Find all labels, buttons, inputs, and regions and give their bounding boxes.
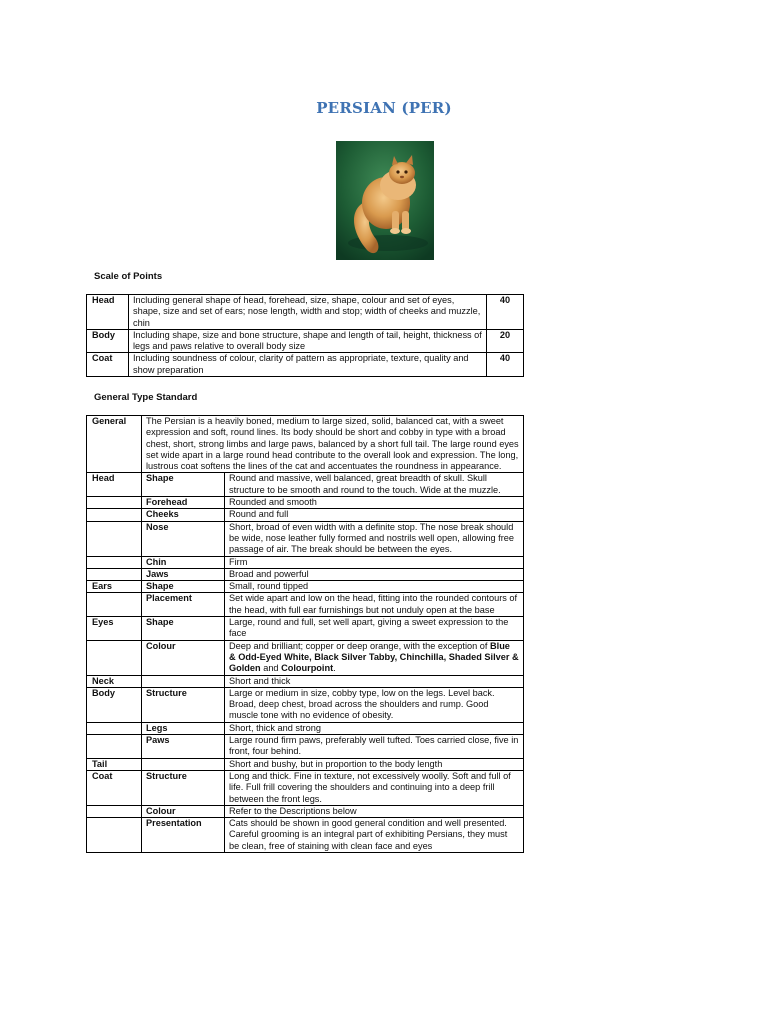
category-cell [87,497,142,509]
table-row [87,295,524,330]
table-row [87,556,524,568]
feature-cell: Shape [142,581,225,593]
description-cell: Broad and powerful [225,568,524,580]
table-row [87,735,524,759]
table-row [87,593,524,617]
table-row [87,568,524,580]
description-cell: Short and thick [225,675,524,687]
eye-colour-text: Deep and brilliant; copper or deep orange, with the exception of [229,640,490,651]
points-cell: 40 [487,295,524,330]
table-row [87,353,524,377]
description-cell: Large, round and full, set well apart, giving a sweet expression to the face [225,617,524,641]
category-cell: Head [87,473,142,497]
category-cell: Body [87,687,142,722]
description-cell: Cats should be shown in good general condition and well presented. Careful grooming is an integral part of exhibiting Persians, they must be clean, free of staining with clean face and eyes [225,818,524,853]
feature-cell: Structure [142,770,225,805]
table-row [87,329,524,353]
points-cell: 40 [487,353,524,377]
general-type-standard-table [86,415,524,853]
feature-cell [142,758,225,770]
description-cell [225,640,524,675]
description-cell: Large or medium in size, cobby type, low on the legs. Level back. Broad, deep chest, broad across the shoulders and rump. Good muscle tone with no evidence of obesity. [225,687,524,722]
general-type-standard-heading: General Type Standard [94,392,198,403]
feature-cell: Cheeks [142,509,225,521]
feature-cell: Nose [142,521,225,556]
eye-colour-text: and [260,663,282,674]
feature-cell: Colour [142,640,225,675]
description-cell: Including soundness of colour, clarity of pattern as appropriate, texture, quality and show preparation [129,353,487,377]
scale-of-points-table [86,294,524,377]
category-cell: Ears [87,581,142,593]
feature-cell: Paws [142,735,225,759]
category-cell: Neck [87,675,142,687]
table-row [87,473,524,497]
feature-cell: Chin [142,556,225,568]
table-row [87,509,524,521]
page-title: PERSIAN (PER) [316,99,452,117]
eye-colour-text: Blue & Odd-Eyed White, Black Silver Tabby, Chinchilla, Shaded Silver & Golden [229,640,519,674]
table-row [87,416,524,473]
feature-cell: Placement [142,593,225,617]
category-cell [87,509,142,521]
part-cell: Body [87,329,129,353]
feature-cell [142,675,225,687]
feature-cell: Colour [142,805,225,817]
description-cell: Large round firm paws, preferably well tufted. Toes carried close, five in front, four behind. [225,735,524,759]
part-cell: Head [87,295,129,330]
feature-cell: Shape [142,473,225,497]
description-cell: Round and massive, well balanced, great breadth of skull. Skull structure to be smooth and round to the touch. Wide at the muzzle. [225,473,524,497]
feature-cell: Shape [142,617,225,641]
description-cell: Short, thick and strong [225,722,524,734]
table-row [87,581,524,593]
table-row [87,758,524,770]
table-row [87,687,524,722]
description-cell: Including general shape of head, forehead, size, shape, colour and set of eyes, shape, size and set of ears; nose length, width and stop; width of cheeks and muzzle, chin [129,295,487,330]
table-row [87,675,524,687]
category-cell [87,735,142,759]
scale-of-points-heading: Scale of Points [94,271,163,282]
feature-cell: Jaws [142,568,225,580]
table-row [87,617,524,641]
eye-colour-text: . [333,663,336,674]
description-cell: Small, round tipped [225,581,524,593]
table-row [87,497,524,509]
category-cell: General [87,416,142,473]
feature-cell: Presentation [142,818,225,853]
table-row [87,640,524,675]
description-cell: Refer to the Descriptions below [225,805,524,817]
feature-cell: Forehead [142,497,225,509]
category-cell [87,521,142,556]
category-cell: Coat [87,770,142,805]
category-cell [87,593,142,617]
category-cell: Eyes [87,617,142,641]
table-row [87,722,524,734]
table-row [87,805,524,817]
category-cell [87,805,142,817]
description-cell: Short and bushy, but in proportion to the body length [225,758,524,770]
description-cell: Round and full [225,509,524,521]
feature-cell: Structure [142,687,225,722]
description-cell: Long and thick. Fine in texture, not excessively woolly. Soft and full of life. Full frill covering the shoulders and continuing into a deep frill between the front legs. [225,770,524,805]
category-cell [87,556,142,568]
description-cell: Firm [225,556,524,568]
description-cell: The Persian is a heavily boned, medium to large sized, solid, balanced cat, with a sweet expression and soft, round lines. Its body should be short and cobby in type with a broad chest, short, strong limbs and large paws, balanced by a short full tail. The large round eyes set wide apart in a large round head contribute to the overall look and expression. The long, lustrous coat softens the lines of the cat and accentuates the roundness in appearance. [142,416,524,473]
category-cell [87,818,142,853]
category-cell [87,568,142,580]
persian-cat-photo [336,141,434,260]
table-row [87,818,524,853]
description-cell: Including shape, size and bone structure, shape and length of tail, height, thickness of legs and paws relative to overall body size [129,329,487,353]
feature-cell: Legs [142,722,225,734]
category-cell [87,640,142,675]
description-cell: Rounded and smooth [225,497,524,509]
part-cell: Coat [87,353,129,377]
description-cell: Set wide apart and low on the head, fitting into the rounded contours of the head, with full ear furnishings but not unduly open at the base [225,593,524,617]
table-row [87,521,524,556]
table-row [87,770,524,805]
description-cell: Short, broad of even width with a definite stop. The nose break should be wide, nose leather fully formed and nostrils well open, allowing free passage of air. The break should be between the eyes. [225,521,524,556]
points-cell: 20 [487,329,524,353]
category-cell [87,722,142,734]
eye-colour-text: Colourpoint [281,663,334,674]
category-cell: Tail [87,758,142,770]
